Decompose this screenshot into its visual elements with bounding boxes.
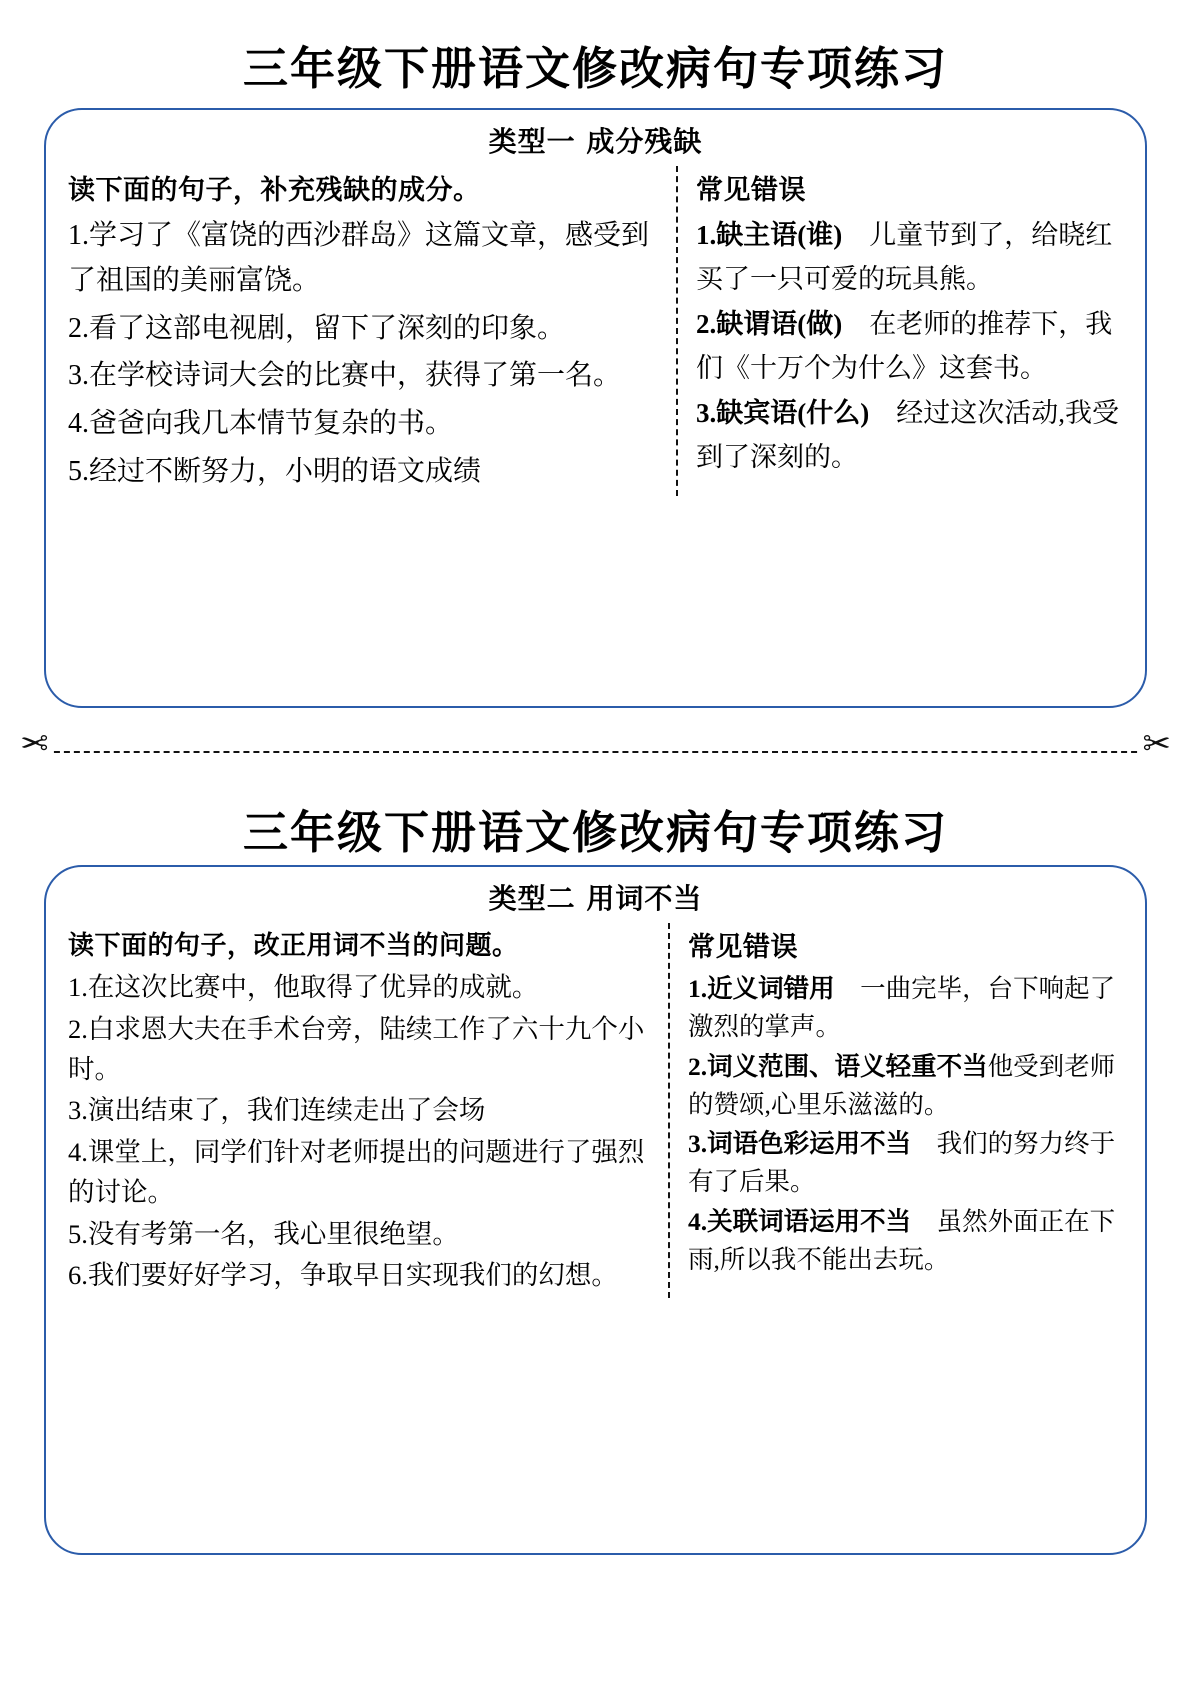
common-error-text: 儿童节到了，给晓红买了一只可爱的玩具熊。	[696, 219, 1113, 294]
worksheet-section-two	[0, 780, 1191, 1556]
common-error-lead: 2.词义范围、语义轻重不当	[688, 1051, 988, 1081]
common-error-item	[696, 302, 1127, 390]
common-error-item	[696, 213, 1127, 301]
common-error-text: 经过这次活动,我受到了深刻的。	[696, 397, 1119, 472]
card-columns-two	[46, 919, 1145, 1312]
page-title-one: 三年级下册语文修改病句专项练习	[242, 42, 948, 95]
practice-question-item: 3.在学校诗词大会的比赛中，获得了第一名。	[68, 360, 622, 392]
practice-question-item: 1.学习了《富饶的西沙群岛》这篇文章，感受到了祖国的美丽富饶。	[68, 219, 650, 297]
practice-question-item: 5.没有考第一名，我心里很绝望。	[68, 1218, 459, 1249]
worksheet-section-one	[0, 0, 1191, 708]
common-error-lead: 1.近义词错用	[688, 974, 835, 1003]
practice-question-item: 5.经过不断努力，小明的语文成绩	[68, 455, 482, 487]
common-error-item	[688, 1125, 1127, 1202]
common-error-text: 虽然外面正在下雨,所以我不能出去玩。	[688, 1206, 1116, 1274]
practice-question-item: 3.演出结束了，我们连续走出了会场	[68, 1095, 486, 1126]
common-error-item	[688, 970, 1127, 1047]
practice-question-item: 4.爸爸向我几本情节复杂的书。	[68, 408, 454, 439]
common-error-item	[696, 391, 1127, 479]
common-error-text: 他受到老师的赞颂,心里乐滋滋的。	[688, 1051, 1116, 1119]
exercise-card-one	[44, 108, 1147, 708]
practice-question-item: 2.白求恩大夫在手术台旁，陆续工作了六十九个小时。	[68, 1013, 645, 1084]
common-error-lead: 4.关联词语运用不当	[688, 1206, 912, 1236]
practice-question-item: 4.课堂上，同学们针对老师提出的问题进行了强烈的讨论。	[68, 1137, 645, 1207]
common-error-item	[688, 1048, 1127, 1125]
common-errors-column-two	[670, 919, 1127, 1298]
common-errors-list-one	[696, 213, 1127, 479]
practice-instruction-two: 读下面的句子，改正用词不当的问题。	[68, 931, 519, 961]
practice-question-list-one	[68, 213, 660, 495]
practice-column-one	[68, 162, 676, 497]
practice-instruction-one: 读下面的句子，补充残缺的成分。	[68, 174, 481, 206]
practice-question-item: 1.在这次比赛中，他取得了优异的成就。	[68, 972, 539, 1002]
common-error-item	[688, 1203, 1127, 1280]
scissors-icon: ✂	[1139, 728, 1176, 762]
common-errors-title-two: 常见错误	[688, 932, 798, 963]
common-error-lead: 3.词语色彩运用不当	[688, 1129, 912, 1158]
card-columns-one	[46, 162, 1145, 511]
practice-question-list-two	[68, 968, 652, 1296]
common-error-lead: 2.缺谓语(做)	[696, 308, 843, 339]
common-error-lead: 1.缺主语(谁)	[696, 219, 843, 250]
cut-dashed-line	[24, 751, 1167, 753]
common-error-lead: 3.缺宾语(什么)	[696, 397, 870, 428]
common-error-text: 在老师的推荐下，我们《十万个为什么》这套书。	[696, 308, 1113, 383]
card-heading-two: 类型二 用词不当	[488, 882, 703, 915]
practice-question-item: 6.我们要好好学习，争取早日实现我们的幻想。	[68, 1260, 618, 1291]
card-heading-one: 类型一 成分残缺	[488, 124, 703, 158]
practice-question-item: 2.看了这部电视剧，留下了深刻的印象。	[68, 312, 566, 344]
common-errors-list-two	[688, 970, 1127, 1279]
common-errors-title-one: 常见错误	[696, 174, 806, 206]
page-title-two: 三年级下册语文修改病句专项练习	[242, 805, 948, 859]
practice-column-two	[68, 919, 668, 1298]
common-error-text: 一曲完毕，台下响起了激烈的掌声。	[688, 974, 1116, 1042]
common-errors-column-one	[678, 162, 1127, 497]
common-error-text: 我们的努力终于有了后果。	[688, 1129, 1116, 1197]
exercise-card-two	[44, 865, 1147, 1555]
scissors-icon: ✂	[16, 728, 53, 762]
cut-here-divider	[0, 722, 1191, 780]
